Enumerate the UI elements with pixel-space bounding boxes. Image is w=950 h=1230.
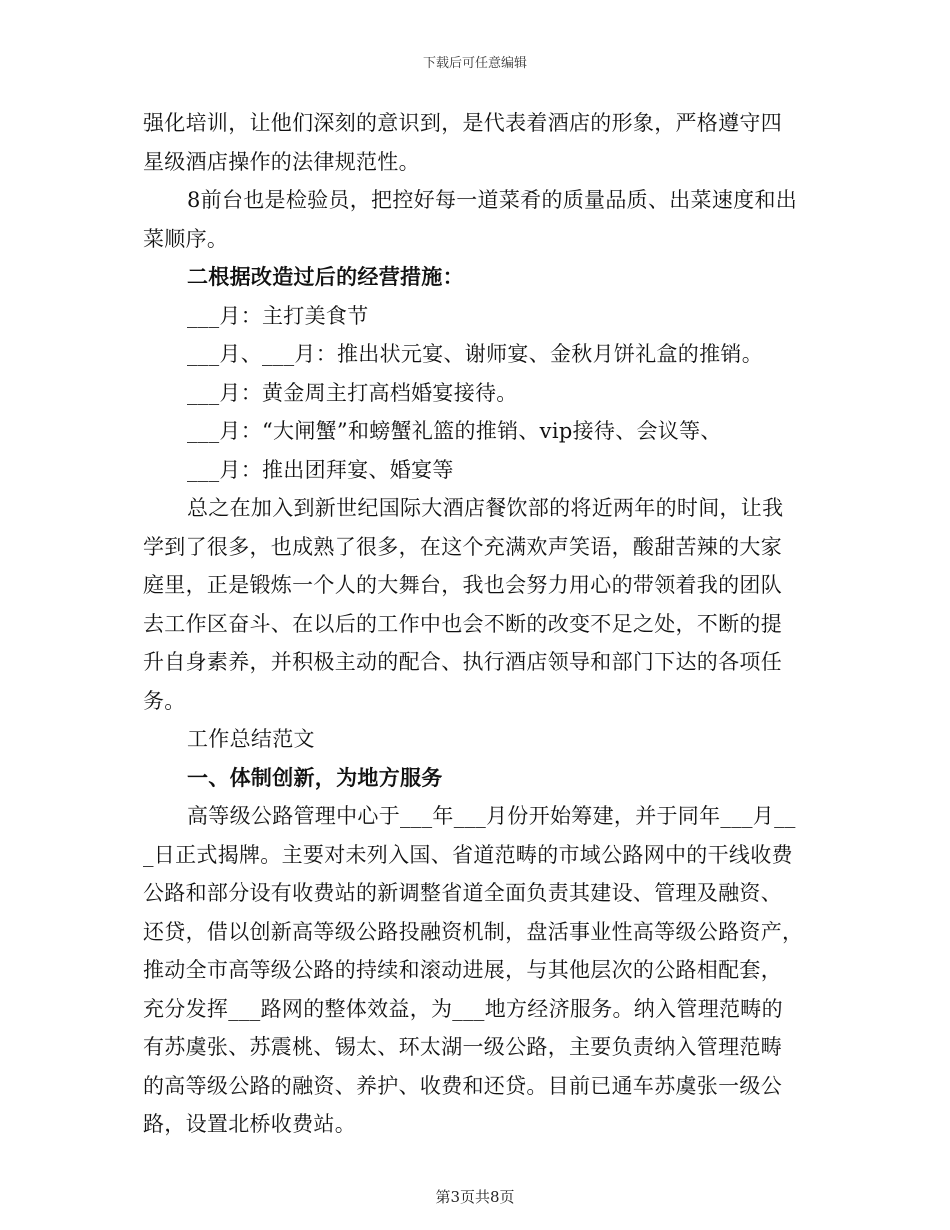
text-line: 推动全市高等级公路的持续和滚动进展，与其他层次的公路相配套，	[143, 958, 782, 982]
text-line: 高等级公路管理中心于___年___月份开始筹建，并于同年___月__	[187, 804, 796, 828]
section-heading: 二根据改造过后的经营措施：	[187, 264, 464, 289]
text-line: 充分发挥___路网的整体效益，为___地方经济服务。纳入管理范畴的	[143, 996, 783, 1021]
text-line: 学到了很多，也成熟了很多，在这个充满欢声笑语，酸甜苦辣的大家	[143, 534, 782, 559]
text-line: ___月：推出团拜宴、婚宴等	[187, 457, 454, 482]
text-line: 庭里，正是锻炼一个人的大舞台，我也会努力用心的带领着我的团队	[143, 573, 782, 597]
text-line: 务。	[143, 688, 186, 713]
text-line: 8前台也是检验员，把控好每一道菜肴的质量品质、出菜速度和出	[187, 188, 798, 212]
text-line: 还贷，借以创新高等级公路投融资机制，盘活事业性高等级公路资产，	[143, 919, 804, 944]
page-header: 下载后可任意编辑	[422, 56, 527, 71]
text-line: 星级酒店操作的法律规范性。	[143, 149, 420, 174]
text-line: 工作总结范文	[187, 727, 315, 751]
text-line: ___月：黄金周主打高档婚宴接待。	[187, 380, 518, 405]
text-line: 路，设置北桥收费站。	[143, 1112, 356, 1136]
text-line: ___月：“大闸蟹”和螃蟹礼篮的推销、vip接待、会议等、	[187, 419, 722, 443]
text-line: 的高等级公路的融资、养护、收费和还贷。目前已通车苏虞张一级公	[143, 1073, 782, 1098]
text-line: 总之在加入到新世纪国际大酒店餐饮部的将近两年的时间，让我	[187, 496, 784, 520]
text-line: ___月、___月：推出状元宴、谢师宴、金秋月饼礼盒的推销。	[187, 342, 763, 366]
page-footer: 第3页共8页	[435, 1188, 515, 1206]
text-line: 有苏虞张、苏震桃、锡太、环太湖一级公路，主要负责纳入管理范畴	[143, 1035, 782, 1059]
text-line: ___月：主打美食节	[187, 303, 369, 328]
document-body	[143, 104, 813, 1144]
text-line: 强化培训，让他们深刻的意识到，是代表着酒店的形象，严格遵守四	[143, 111, 782, 135]
section-heading: 一、体制创新，为地方服务	[187, 764, 443, 790]
text-line: _日正式揭牌。主要对未列入国、省道范畴的市域公路网中的干线收费	[143, 842, 793, 867]
text-line: 去工作区奋斗、在以后的工作中也会不断的改变不足之处，不断的提	[143, 611, 782, 636]
text-line: 菜顺序。	[143, 226, 229, 251]
text-line: 升自身素养，并积极主动的配合、执行酒店领导和部门下达的各项任	[143, 650, 782, 674]
text-line: 公路和部分设有收费站的新调整省道全面负责其建设、管理及融资、	[143, 881, 782, 905]
